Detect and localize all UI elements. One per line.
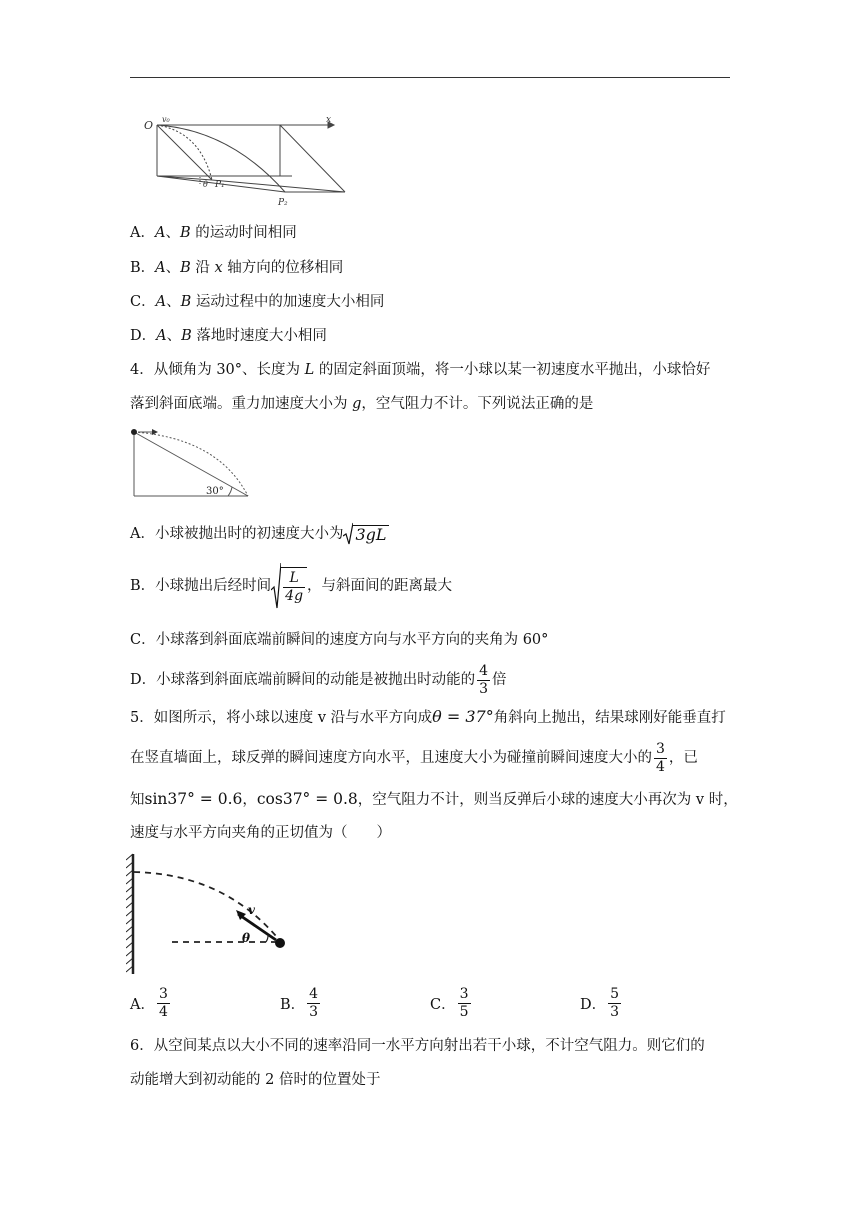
q5-stem-line1: 5．如图所示，将小球以速度 v 沿与水平方向成θ = 37°角斜向上抛出，结果球刚好能垂直打 [130, 707, 726, 726]
q5-option-d: D． $\frac{5}{3}$ [580, 986, 620, 1020]
q6-stem-line2: 动能增大到初动能的 2 倍时的位置处于 [130, 1072, 381, 1088]
header-rule [130, 77, 730, 78]
q4-option-a-sqrt: 3gL [343, 522, 388, 546]
q3-option-d: D．A、B 落地时速度大小相同 [130, 328, 327, 344]
q3-fig-theta: θ [203, 180, 208, 189]
q3-fig-v0: v₀ [162, 115, 170, 124]
q3-fig-x: x [326, 115, 332, 125]
q4-fig-angle: 30° [206, 486, 224, 497]
q5-stem-line3: 知sin37° = 0.6，cos37° = 0.8，空气阻力不计，则当反弹后小球的速度大小再次为 v 时， [130, 790, 738, 808]
q5-stem-line4: 速度与水平方向夹角的正切值为（ ） [130, 825, 391, 841]
q4-option-a: A．小球被抛出时的初速度大小为 3gL [130, 520, 389, 548]
q3-option-a: A．A、B 的运动时间相同 [130, 225, 297, 241]
q5-option-b: B． $\frac{4}{3}$ [280, 986, 319, 1020]
q4-option-b-sqrt: $\frac{L}{4g}$ [271, 562, 307, 610]
q5-option-c: C． $\frac{3}{5}$ [430, 986, 469, 1020]
q3-figure [140, 112, 350, 208]
q4-option-b: B．小球抛出后经时间 $\frac{L}{4g}$ ，与斜面间的距离最大 [130, 562, 452, 610]
q4-stem-line1: 4．从倾角为 30°、长度为 L 的固定斜面顶端，将一小球以某一初速度水平抛出，小球恰好 [130, 362, 711, 378]
q5-option-a: A． $\frac{3}{4}$ [130, 986, 168, 1020]
q3-fig-O: O [144, 119, 154, 132]
q3-option-c: C．A、B 运动过程中的加速度大小相同 [130, 294, 385, 310]
q3-fig-P2: P₂ [278, 198, 288, 208]
q4-stem-line2: 落到斜面底端。重力加速度大小为 g，空气阻力不计。下列说法正确的是 [130, 396, 594, 412]
q4-figure [128, 424, 252, 500]
q5-stem-line2: 在竖直墙面上，球反弹的瞬间速度方向水平，且速度大小为碰撞前瞬间速度大小的 $\frac{3}{4}$ ，已 [130, 740, 698, 775]
q6-stem-line1: 6．从空间某点以大小不同的速率沿同一水平方向射出若干小球，不计空气阻力。则它们的 [130, 1038, 705, 1054]
q4-option-c: C．小球落到斜面底端前瞬间的速度方向与水平方向的夹角为 60° [130, 632, 549, 648]
q4-option-d: D．小球落到斜面底端前瞬间的动能是被抛出时动能的 $\frac{4}{3}$ 倍 [130, 662, 507, 697]
q3-fig-P1: P₁ [215, 180, 225, 190]
q5-figure [126, 852, 296, 976]
q5-fig-v: v [248, 903, 255, 917]
q3-option-b: B．A、B 沿 x 轴方向的位移相同 [130, 260, 344, 276]
q5-fig-theta: θ [242, 931, 251, 945]
